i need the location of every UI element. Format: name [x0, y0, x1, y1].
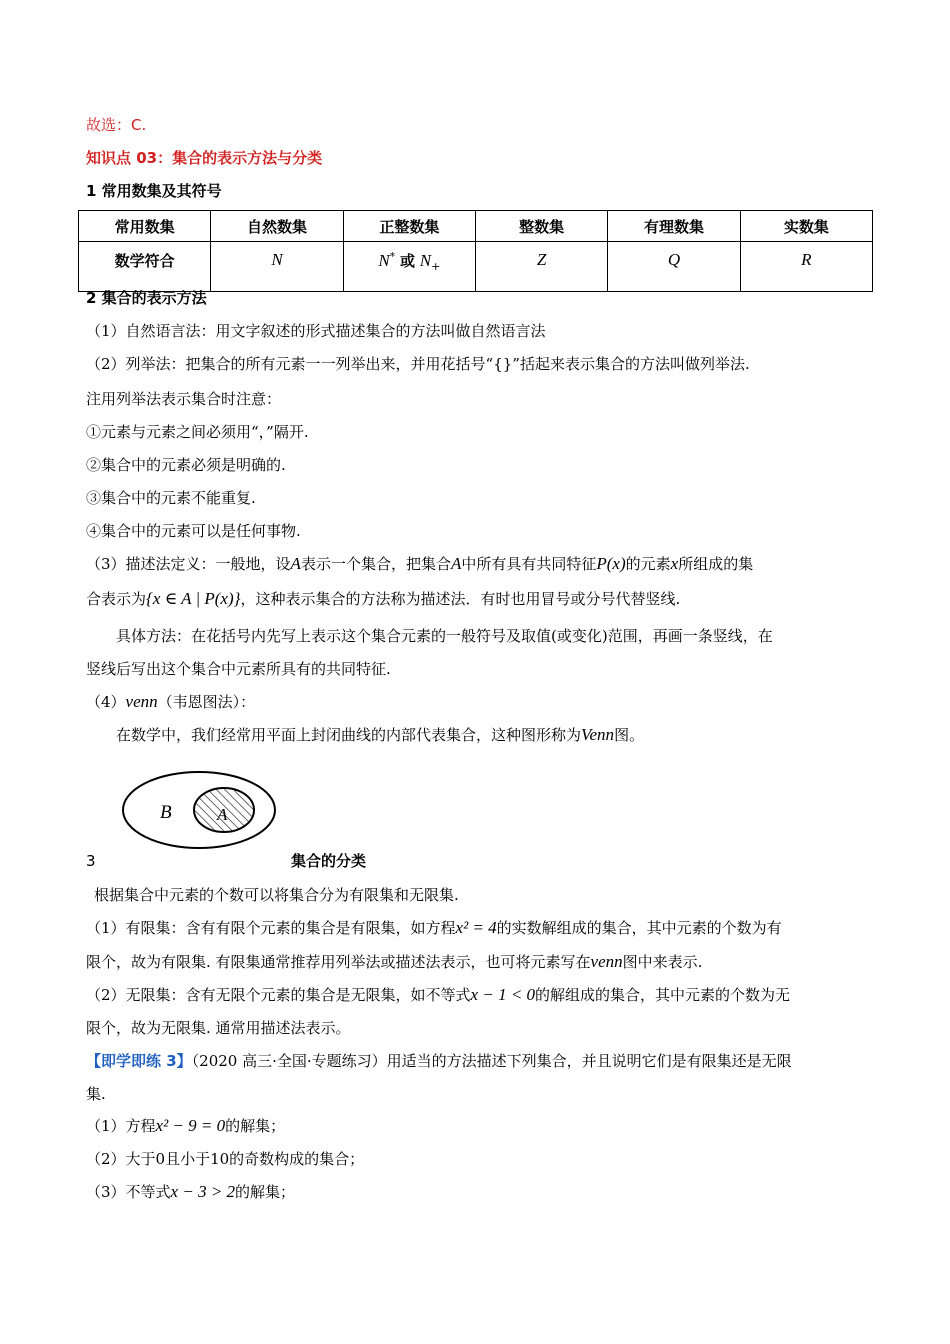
practice-line: [86, 1050, 880, 1072]
text-fragment: 的解集；: [225, 1117, 286, 1135]
number-sets-table: [78, 210, 873, 292]
math-fragment: {x ∈ A | P(x)}: [146, 589, 241, 608]
math-fragment: A: [290, 554, 301, 573]
text-line-finite-2: [86, 951, 880, 973]
text-fragment: （1）方程: [86, 1117, 156, 1135]
positive-sub: +: [431, 260, 441, 273]
text-line: 注用列举法表示集合时注意：: [86, 390, 282, 408]
text-line: 具体方法：在花括号内先写上表示这个集合元素的一般符号及取值(或变化)范围，再画一条竖线，在: [116, 627, 773, 645]
table-header-cell: 实数集: [740, 211, 872, 242]
table-header-cell: 有理数集: [608, 211, 740, 242]
table-row: [79, 242, 873, 292]
venn-diagram: [118, 768, 280, 852]
text-fragment: 的实数解组成的集合，其中元素的个数为有: [496, 919, 782, 937]
text-line-finite: [86, 917, 880, 939]
table-header-row: [79, 211, 873, 242]
subsection-3-number: 3: [86, 852, 96, 870]
table-cell: [211, 242, 343, 292]
positive-sup: *: [389, 250, 396, 263]
text-fragment: （2）无限集：含有无限个元素的集合是无限集，如不等式: [86, 986, 471, 1004]
question-3: [86, 1181, 880, 1203]
text-fragment: 的解组成的集合，其中元素的个数为无: [535, 986, 791, 1004]
math-fragment: x: [670, 554, 679, 573]
section-title: 知识点 03：集合的表示方法与分类: [86, 149, 323, 167]
natural-symbol: N: [271, 250, 283, 269]
text-line: 限个，故为无限集. 通常用描述法表示。: [86, 1019, 351, 1037]
real-symbol: R: [801, 250, 812, 269]
table-header-cell: 常用数集: [79, 211, 211, 242]
question-2: （2）大于0且小于10的奇数构成的集合；: [86, 1150, 365, 1168]
text-fragment: 限个，故为有限集. 有限集通常推荐用列举法或描述法表示，也可将元素写在: [86, 953, 591, 971]
math-fragment: x − 3 > 2: [170, 1182, 236, 1201]
answer-line: 故选：C.: [86, 116, 147, 134]
text-line-infinite: [86, 984, 880, 1006]
text-fragment: 图中来表示.: [622, 953, 703, 971]
table-cell: [608, 242, 740, 292]
math-fragment: x² = 4: [455, 918, 497, 937]
table-header-cell: 整数集: [475, 211, 607, 242]
text-fragment: 所组成的集: [678, 555, 754, 573]
text-line-venn-def: [116, 724, 880, 746]
text-line: ①元素与元素之间必须用“，”隔开.: [86, 423, 309, 441]
question-1: [86, 1115, 880, 1137]
text-fragment: （3）不等式: [86, 1183, 171, 1201]
math-fragment: venn: [590, 952, 623, 971]
practice-tag: 【即学即练 3】: [86, 1052, 192, 1070]
text-line: 竖线后写出这个集合中元素所具有的共同特征.: [86, 660, 391, 678]
math-fragment: P(x): [596, 554, 626, 573]
venn-outer-label: B: [160, 802, 172, 823]
math-fragment: x² − 9 = 0: [155, 1116, 226, 1135]
text-line: （1）自然语言法：用文字叙述的形式描述集合的方法叫做自然语言法: [86, 322, 546, 340]
text-line: ②集合中的元素必须是明确的.: [86, 456, 286, 474]
text-fragment: 合表示为: [86, 590, 147, 608]
text-fragment: （韦恩图法）：: [157, 693, 256, 711]
text-line: ④集合中的元素可以是任何事物.: [86, 522, 301, 540]
text-line: ③集合中的元素不能重复.: [86, 489, 256, 507]
table-header-cell: 正整数集: [343, 211, 475, 242]
text-line-describe-2: [86, 588, 880, 610]
text-fragment: ，这种表示集合的方法称为描述法．有时也用冒号或分号代替竖线.: [240, 590, 681, 608]
positive-or: 或: [399, 252, 415, 270]
text-fragment: 表示一个集合，把集合: [300, 555, 451, 573]
math-fragment: A: [450, 554, 462, 573]
math-fragment: x − 1 < 0: [470, 985, 536, 1004]
rational-symbol: Q: [667, 250, 681, 269]
venn-inner-label: A: [217, 805, 228, 824]
text-fragment: （1）有限集：含有有限个元素的集合是有限集，如方程: [86, 919, 456, 937]
text-fragment: （3）描述法定义：一般地，设: [86, 555, 291, 573]
positive-symbol-b: N: [419, 251, 432, 270]
text-line: 集.: [86, 1085, 106, 1103]
text-fragment: 在数学中，我们经常用平面上封闭曲线的内部代表集合，这种图形称为: [116, 726, 582, 744]
integer-symbol: Z: [536, 250, 547, 269]
positive-symbol-a: N: [378, 251, 390, 270]
subsection-1-title: 1 常用数集及其符号: [86, 182, 222, 200]
text-fragment: （4）: [86, 693, 126, 711]
text-line-describe: [86, 553, 880, 575]
text-line: 根据集合中元素的个数可以将集合分为有限集和无限集.: [94, 886, 459, 904]
text-fragment: 图。: [614, 726, 645, 744]
table-cell: [475, 242, 607, 292]
table-cell: [740, 242, 872, 292]
math-fragment: Venn: [581, 725, 615, 744]
subsection-3-title: 集合的分类: [291, 852, 367, 870]
text-fragment: 的解集；: [235, 1183, 296, 1201]
subsection-2-title: 2 集合的表示方法: [86, 289, 207, 307]
text-line: （2）列举法：把集合的所有元素一一列举出来，并用花括号“{}”括起来表示集合的方法叫做列举法.: [86, 355, 750, 373]
math-fragment: venn: [125, 692, 158, 711]
text-fragment: （2020 高三·全国·专题练习）用适当的方法描述下列集合，并且说明它们是有限集还是无限: [191, 1052, 792, 1070]
table-row-label: 数学符合: [79, 242, 211, 292]
text-line-venn: [86, 691, 880, 713]
table-cell: [343, 242, 475, 292]
text-fragment: 中所有具有共同特征: [461, 555, 597, 573]
table-header-cell: 自然数集: [211, 211, 343, 242]
text-fragment: 的元素: [625, 555, 671, 573]
